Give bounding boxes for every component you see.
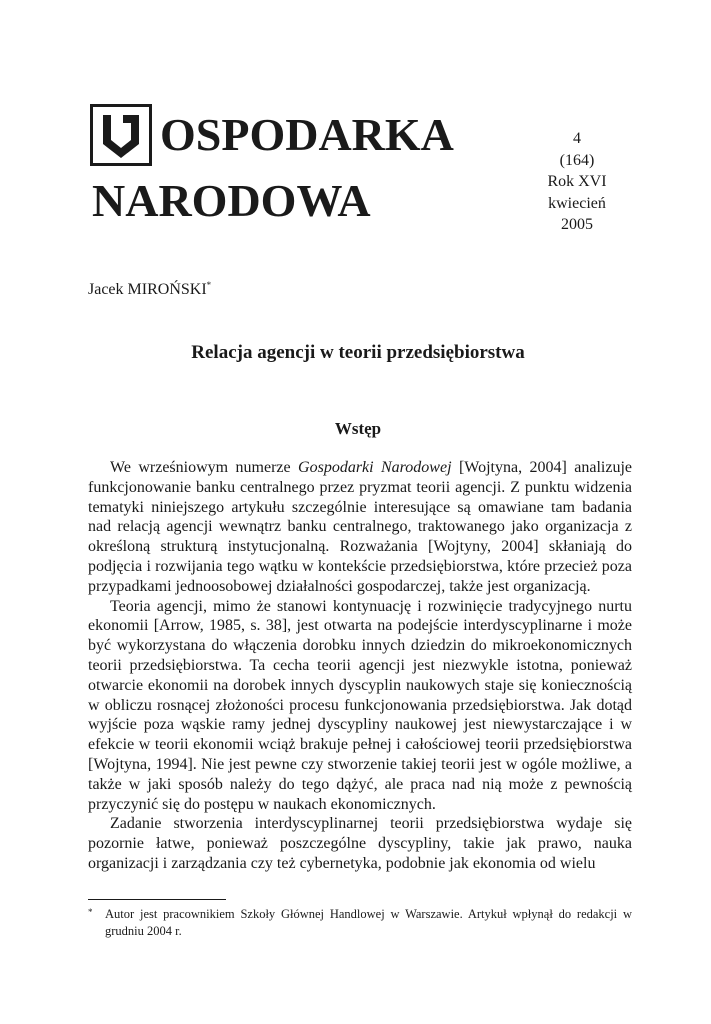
issue-info <box>530 128 624 236</box>
footnote <box>88 906 632 940</box>
body-paragraph: Teoria agencji, mimo że stanowi kontynuację i rozwinięcie tradycyjnego nurtu ekonomii [Arrow, 1985, s. 38], jest otwarta na podejście interdyscyplinarne i może być wykorzystana do włączenia dorobku innych dziedzin do mikroekonomicznych teorii przedsiębiorstwa. Ta cecha teorii agencji jest niezwykle istotna, ponieważ otwarcie ekonomii na dorobek innych dyscyplin naukowych staje się koniecznością w obliczu rosnącej złożoności procesu funkcjonowania przedsiębiorstwa. Jak dotąd wyjście poza wąskie ramy jednej dyscypliny naukowej jest niewystarczające i w efekcie w teorii ekonomii wciąż brakuje pełnej i całościowej teorii przedsiębiorstwa [Wojtyna, 1994]. Nie jest pewne czy stworzenie takiej teorii jest w ogóle możliwe, a także w jaki sposób należy do tego dążyć, ale praca nad nią może z pewnością przyczynić się do postępu w naukach ekonomicznych. <box>88 597 632 813</box>
footnote-divider <box>88 899 226 900</box>
journal-title-line2: NARODOWA <box>92 175 371 226</box>
article-body <box>88 458 632 874</box>
issue-number: 4 <box>573 130 581 147</box>
article-title: Relacja agencji w teorii przedsiębiorstwa <box>191 342 525 363</box>
issue-cumulative-number: (164) <box>559 151 595 169</box>
footnote-marker: * <box>88 907 93 917</box>
section-heading: Wstęp <box>334 419 382 438</box>
journal-title-line1: OSPODARKA <box>160 109 454 160</box>
footnote-text: Autor jest pracownikiem Szkoły Głównej Handlowej w Warszawie. Artykuł wpłynął do redakcji w grudniu 2004 r. <box>105 907 632 938</box>
author-name: Jacek MIROŃSKI <box>88 281 207 298</box>
body-paragraph: We wrześniowym numerze Gospodarki Narodowej [Wojtyna, 2004] analizuje funkcjonowanie banku centralnego przez pryzmat teorii agencji. Z punktu widzenia tematyki niniejszego artykułu szczególnie interesujące są omawiane tam badania nad relacją agencji wewnątrz banku centralnego, traktowanego jako organizacja z określoną strukturą instytucjonalną. Rozważania [Wojtyny, 2004] skłaniają do podjęcia i rozwijania tego wątku w kontekście przedsiębiorstwa, które przecież poza przypadkami jednoosobowej działalności gospodarczej, także jest organizacją. <box>88 459 633 595</box>
issue-month: kwiecień <box>548 194 606 212</box>
journal-name-italic: Gospodarki Narodowej <box>298 459 452 476</box>
author-footnote-marker: * <box>206 280 212 290</box>
issue-volume-year: Rok XVI <box>547 173 607 190</box>
shield-g-logo-icon <box>90 104 152 166</box>
body-paragraph: Zadanie stworzenia interdyscyplinarnej teorii przedsiębiorstwa wydaje się pozornie łatwe, ponieważ poszczególne dyscypliny, takie jak prawo, nauka organizacji i zarządzania czy też cybernetyka, podobnie jak ekonomia od wielu <box>88 815 632 872</box>
author-line <box>88 280 211 300</box>
issue-year: 2005 <box>561 216 593 233</box>
